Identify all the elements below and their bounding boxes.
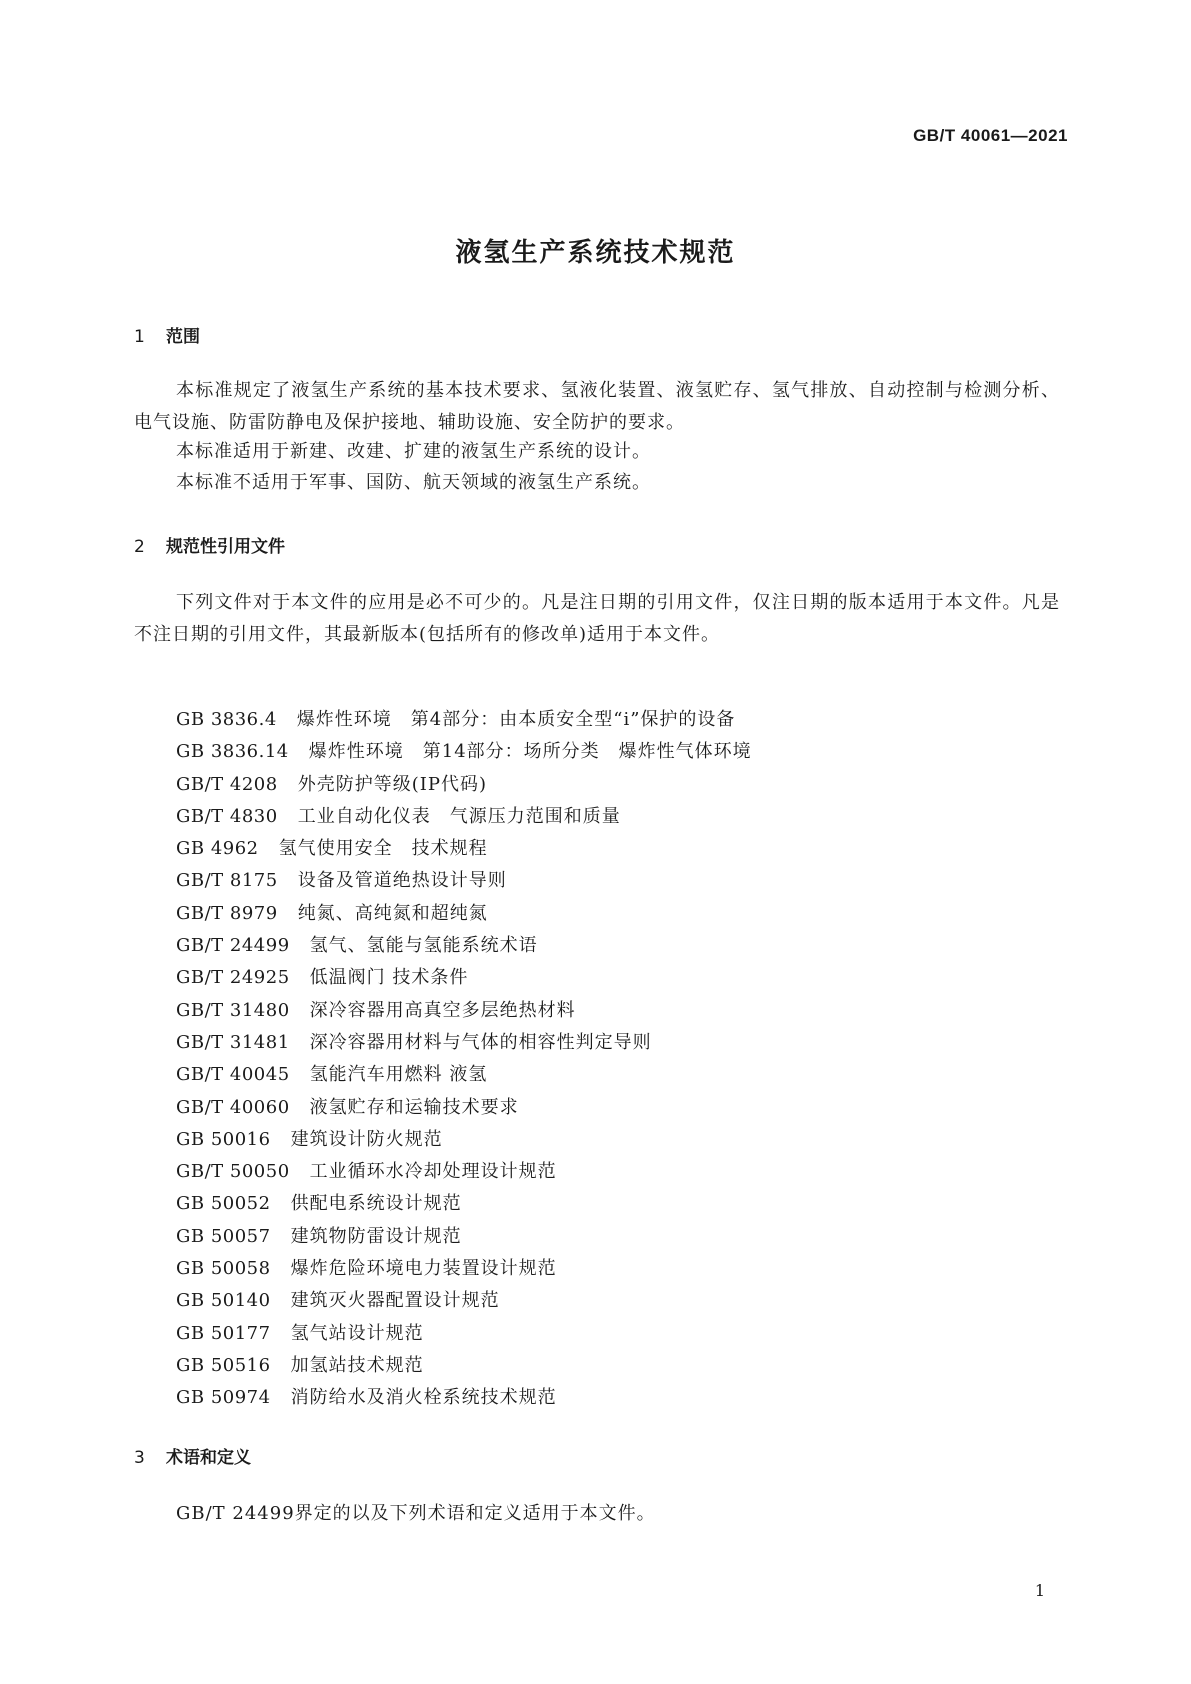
reference-item: [176, 1285, 752, 1317]
section-3-paragraph: GB/T 24499界定的以及下列术语和定义适用于本文件。: [176, 1503, 656, 1524]
reference-title: 消防给水及消火栓系统技术规范: [290, 1387, 557, 1409]
reference-item: [176, 801, 752, 833]
section-2-intro: 下列文件对于本文件的应用是必不可少的。凡是注日期的引用文件，仅注日期的版本适用于本文件。凡是不注日期的引用文件，其最新版本(包括所有的修改单)适用于本文件。: [134, 592, 1060, 645]
reference-title: 深冷容器用高真空多层绝热材料: [309, 999, 576, 1021]
reference-title: 深冷容器用材料与气体的相容性判定导则: [309, 1031, 652, 1053]
reference-item: [176, 1221, 752, 1253]
reference-code: GB/T 4208: [176, 773, 278, 795]
reference-code: GB 50516: [176, 1354, 271, 1376]
reference-code: GB 50140: [176, 1290, 271, 1312]
reference-code: GB 50057: [176, 1225, 271, 1247]
reference-item: [176, 962, 752, 994]
document-title: 液氢生产系统技术规范: [455, 238, 736, 268]
reference-item: [176, 1253, 752, 1285]
reference-code: GB/T 24499: [176, 935, 290, 957]
section-3-number: 3: [134, 1448, 145, 1468]
reference-code: GB/T 31480: [176, 999, 290, 1021]
reference-item: [176, 930, 752, 962]
reference-title: 工业循环水冷却处理设计规范: [309, 1161, 557, 1183]
section-1-number: 1: [134, 327, 145, 347]
reference-item: [176, 1156, 752, 1188]
reference-item: [176, 1188, 752, 1220]
reference-code: GB/T 40045: [176, 1064, 290, 1086]
reference-title: 低温阀门 技术条件: [309, 967, 469, 989]
reference-title: 氢气使用安全 技术规程: [278, 838, 488, 860]
reference-code: GB/T 40060: [176, 1096, 290, 1118]
section-1-paragraph-1: 本标准规定了液氢生产系统的基本技术要求、氢液化装置、液氢贮存、氢气排放、自动控制与检测分析、电气设施、防雷防静电及保护接地、辅助设施、安全防护的要求。: [134, 380, 1060, 433]
page-number: 1: [1034, 1581, 1045, 1600]
section-1-paragraph-2: 本标准适用于新建、改建、扩建的液氢生产系统的设计。: [176, 441, 651, 462]
reference-item: [176, 898, 752, 930]
reference-item: [176, 1027, 752, 1059]
reference-item: [176, 704, 752, 736]
section-2-number: 2: [134, 537, 145, 557]
reference-code: GB 4962: [176, 838, 259, 860]
reference-code: GB/T 4830: [176, 805, 278, 827]
reference-item: [176, 1092, 752, 1124]
reference-title: 建筑设计防火规范: [290, 1128, 443, 1150]
reference-title: 纯氮、高纯氮和超纯氮: [297, 902, 488, 924]
reference-item: [176, 995, 752, 1027]
reference-title: 爆炸危险环境电力装置设计规范: [290, 1258, 557, 1280]
reference-title: 氢气、氢能与氢能系统术语: [309, 935, 538, 957]
reference-title: 外壳防护等级(IP代码): [297, 773, 487, 795]
reference-item: [176, 736, 752, 768]
section-1-title: 范围: [166, 327, 200, 347]
reference-item: [176, 865, 752, 897]
reference-title: 爆炸性环境 第4部分：由本质安全型“i”保护的设备: [296, 709, 736, 730]
reference-code: GB/T 50050: [176, 1161, 290, 1183]
reference-title: 液氢贮存和运输技术要求: [309, 1096, 519, 1118]
reference-code: GB/T 8979: [176, 902, 278, 924]
reference-code: GB 3836.4: [176, 709, 277, 730]
reference-title: 供配电系统设计规范: [290, 1193, 462, 1215]
section-1-heading: [134, 322, 200, 347]
reference-title: 建筑灭火器配置设计规范: [290, 1290, 500, 1312]
reference-code: GB 50974: [176, 1387, 271, 1409]
section-2-heading: [134, 532, 285, 557]
reference-code: GB 50058: [176, 1258, 271, 1280]
reference-title: 氢能汽车用燃料 液氢: [309, 1064, 488, 1086]
reference-title: 爆炸性环境 第14部分：场所分类 爆炸性气体环境: [308, 741, 752, 763]
reference-item: [176, 833, 752, 865]
reference-item: [176, 1124, 752, 1156]
section-2-title: 规范性引用文件: [166, 537, 285, 557]
reference-title: 建筑物防雷设计规范: [290, 1225, 462, 1247]
section-3-heading: [134, 1443, 251, 1468]
reference-code: GB 50016: [176, 1128, 271, 1150]
reference-item: [176, 1382, 752, 1414]
section-3-title: 术语和定义: [166, 1448, 251, 1468]
standard-number: GB/T 40061—2021: [913, 126, 1068, 145]
section-1-paragraph-3: 本标准不适用于军事、国防、航天领域的液氢生产系统。: [176, 472, 651, 493]
reference-title: 氢气站设计规范: [290, 1322, 424, 1344]
reference-code: GB 50052: [176, 1193, 271, 1215]
reference-item: [176, 769, 752, 801]
reference-title: 设备及管道绝热设计导则: [297, 870, 507, 892]
reference-item: [176, 1350, 752, 1382]
reference-code: GB/T 31481: [176, 1031, 290, 1053]
reference-code: GB/T 8175: [176, 870, 278, 892]
reference-code: GB 50177: [176, 1322, 271, 1344]
reference-title: 加氢站技术规范: [290, 1354, 424, 1376]
reference-item: [176, 1318, 752, 1350]
normative-reference-list: [176, 704, 752, 1415]
reference-title: 工业自动化仪表 气源压力范围和质量: [297, 805, 621, 827]
reference-code: GB 3836.14: [176, 741, 289, 763]
reference-item: [176, 1059, 752, 1091]
reference-code: GB/T 24925: [176, 967, 290, 989]
